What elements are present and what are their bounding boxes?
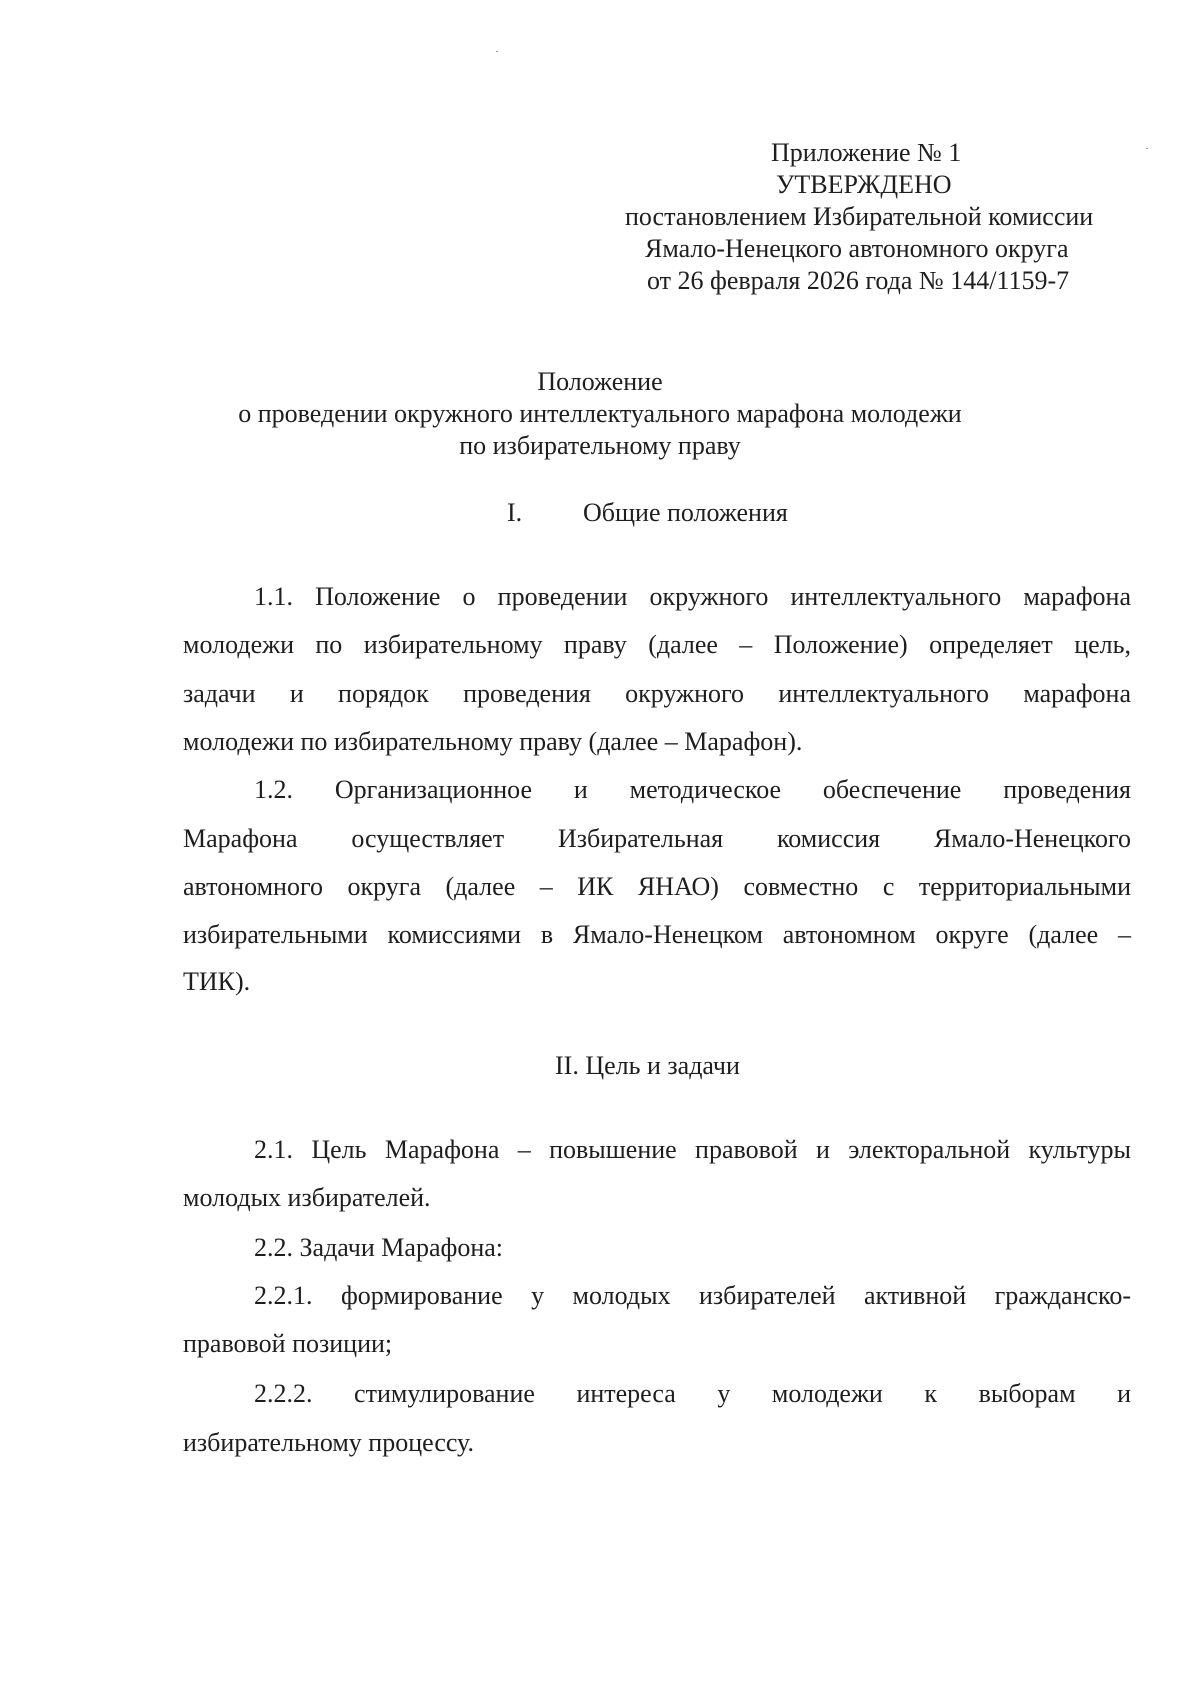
paragraph-1-2-line: избирательными комиссиями в Ямало-Ненецком автономном округе (далее – [183,920,1131,949]
decree-line: постановлением Избирательной комиссии [625,202,1094,231]
paragraph-2-2-2-line: 2.2.2. стимулирование интереса у молодежи к выборам и [254,1379,1131,1408]
section-number: I. [507,498,523,527]
paragraph-1-1-line: задачи и порядок проведения окружного интеллектуального марафона [183,679,1131,708]
decree-date-number: от 26 февраля 2026 года № 144/1159-7 [647,266,1070,295]
paragraph-1-2-line: 1.2. Организационное и методическое обеспечение проведения [254,775,1131,804]
paragraph-1-1-line: 1.1. Положение о проведении окружного интеллектуального марафона [254,582,1131,611]
paragraph-2-2-1-line: 2.2.1. формирование у молодых избирателей активной гражданско- [254,1281,1131,1310]
title-line: о проведении окружного интеллектуального марафона молодежи [238,399,962,428]
paragraph-2-2-1-line: правовой позиции; [183,1329,393,1358]
section-heading: Общие положения [583,498,788,527]
paragraph-2-2: 2.2. Задачи Марафона: [254,1233,504,1262]
decree-line: Ямало-Ненецкого автономного округа [645,234,1069,263]
section-heading: II. Цель и задачи [555,1051,740,1080]
paragraph-1-2-line: ТИК). [183,967,251,996]
approved-stamp-text: УТВЕРЖДЕНО [776,170,952,199]
paragraph-2-1-line: молодых избирателей. [183,1183,431,1212]
scan-speck [1146,148,1148,149]
paragraph-1-1-line: молодежи по избирательному праву (далее – Положение) определяет цель, [183,630,1131,659]
title-line: по избирательному праву [459,431,741,460]
paragraph-1-2-line: автономного округа (далее – ИК ЯНАО) совместно с территориальными [183,872,1131,901]
paragraph-1-2-line: Марафона осуществляет Избирательная комиссия Ямало-Ненецкого [183,824,1131,853]
title-line: Положение [537,367,663,396]
appendix-number: Приложение № 1 [771,138,962,167]
paragraph-2-1-line: 2.1. Цель Марафона – повышение правовой и электоральной культуры [254,1135,1131,1164]
scan-speck [496,51,498,52]
document-title [0,366,1200,462]
paragraph-1-1-line: молодежи по избирательному праву (далее – Марафон). [183,727,803,756]
paragraph-2-2-2-line: избирательному процессу. [183,1428,474,1457]
